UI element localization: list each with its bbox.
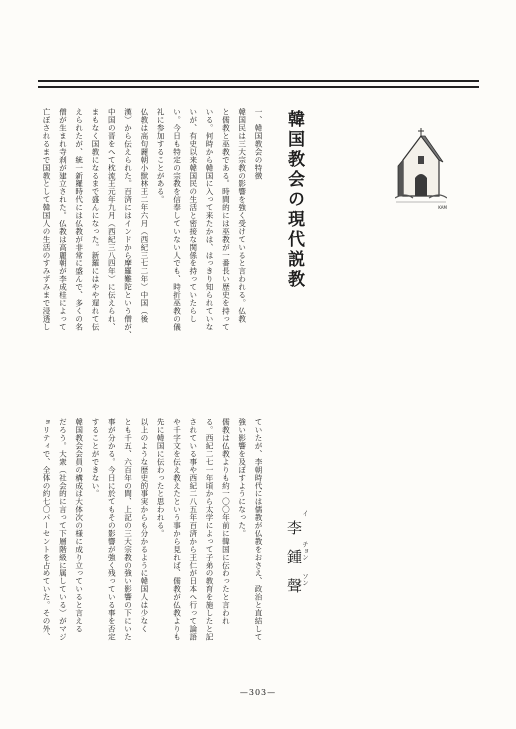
text-column: 事が分かる。今日に於てもその影響が強く残っている事を否定 [107, 418, 117, 641]
author-ruby: イ [301, 510, 309, 517]
text-column: 礼に参加することがある。 [156, 108, 166, 204]
text-column: 先に韓国に伝わったと思われる。 [156, 418, 166, 538]
text-column: 漢）から伝えられた。百済にはインドから摩羅難陀という僧が、 [123, 108, 133, 339]
author-ruby: チョン [301, 541, 309, 561]
text-column: 仏教は高句麗朝小獣林王二年六月（西紀三七二年）中国（後 [139, 108, 149, 323]
text-column: る。西紀二七一年頃から太学によって子弟の教育を施したと記 [205, 418, 215, 641]
text-column: 以上のような歴史的事実からも分かるように韓国人は少なく [139, 418, 149, 633]
text-column: されている事や西紀二八五年百済から王仁が日本へ行って論語 [188, 418, 198, 641]
author-char: 鍾 [285, 549, 303, 578]
text-column: 韓国民は三大宗教の影響を強く受けていると言われる。仏教 [237, 108, 247, 323]
text-column: い。今日も特定の宗教を信奉していない人でも、時折巫教の儀 [172, 108, 182, 331]
text-column: と儒教と巫教である。時間的には巫教が一番長い歴史を持って [221, 108, 231, 331]
text-column: することができない。 [91, 418, 100, 498]
text-column: 中国の晋をへて枕流王元年九月（西紀三八四年）に伝えられ、 [107, 108, 117, 331]
illustration-caption: KAM [438, 205, 447, 210]
page-number: —303— [239, 688, 277, 697]
text-column: 儒教は仏教よりも約一〇〇年前に韓国に伝わったと言われ [221, 418, 231, 625]
article-title: 韓国教会の現代説教 [284, 110, 304, 290]
text-column: だろう。大衆（社会的に言って下層階級に属している）がマジ [58, 418, 68, 641]
text-column: とも千五、六百年の間、上記の三大宗教の強い影響の下にいた [123, 418, 133, 641]
header-rule [38, 86, 479, 88]
text-column: ていたが、李朝時代には儒教が仏教をおさえ、政治と直結して [254, 418, 263, 641]
text-column: 亡ぼされるまで国教として韓国人の生活のすみずみまで浸透し [42, 108, 52, 331]
text-column: 僧が生まれ寺刹が建立された。仏教は高麗朝が李成桂によって [58, 108, 68, 331]
text-column: えられたが、統一新羅時代には仏教が非常に盛んで、多くの名 [74, 108, 84, 331]
text-column: 韓国教会会員の構成は大体次の様に成り立っていると言える [74, 418, 84, 633]
text-column: や千字文を伝え教えたという事から見れば、儒教が仏教よりも [172, 418, 182, 641]
author-char: 聲 [285, 578, 303, 607]
text-column: 一、韓国教会の特徴 [254, 108, 263, 180]
text-column: いる。何時から韓国に入って来たかは、はっきり知られていな [205, 108, 215, 331]
text-column: ョリティで、全体の約七〇パーセントを占めていた。その外、 [42, 418, 52, 641]
text-column: いが、有史以来韓国民の生活と密接な関係を持っていたらし [188, 108, 198, 323]
text-column: まもなく国教になるまで盛んになった。新羅にはやや遅れて伝 [91, 108, 100, 331]
author-ruby: ソン [301, 573, 309, 586]
text-column: 強い影響を及ぼすようになった。 [237, 418, 247, 538]
author-char: 李 [285, 520, 303, 549]
header-rule [38, 80, 479, 82]
church-sketch-icon [395, 126, 447, 208]
